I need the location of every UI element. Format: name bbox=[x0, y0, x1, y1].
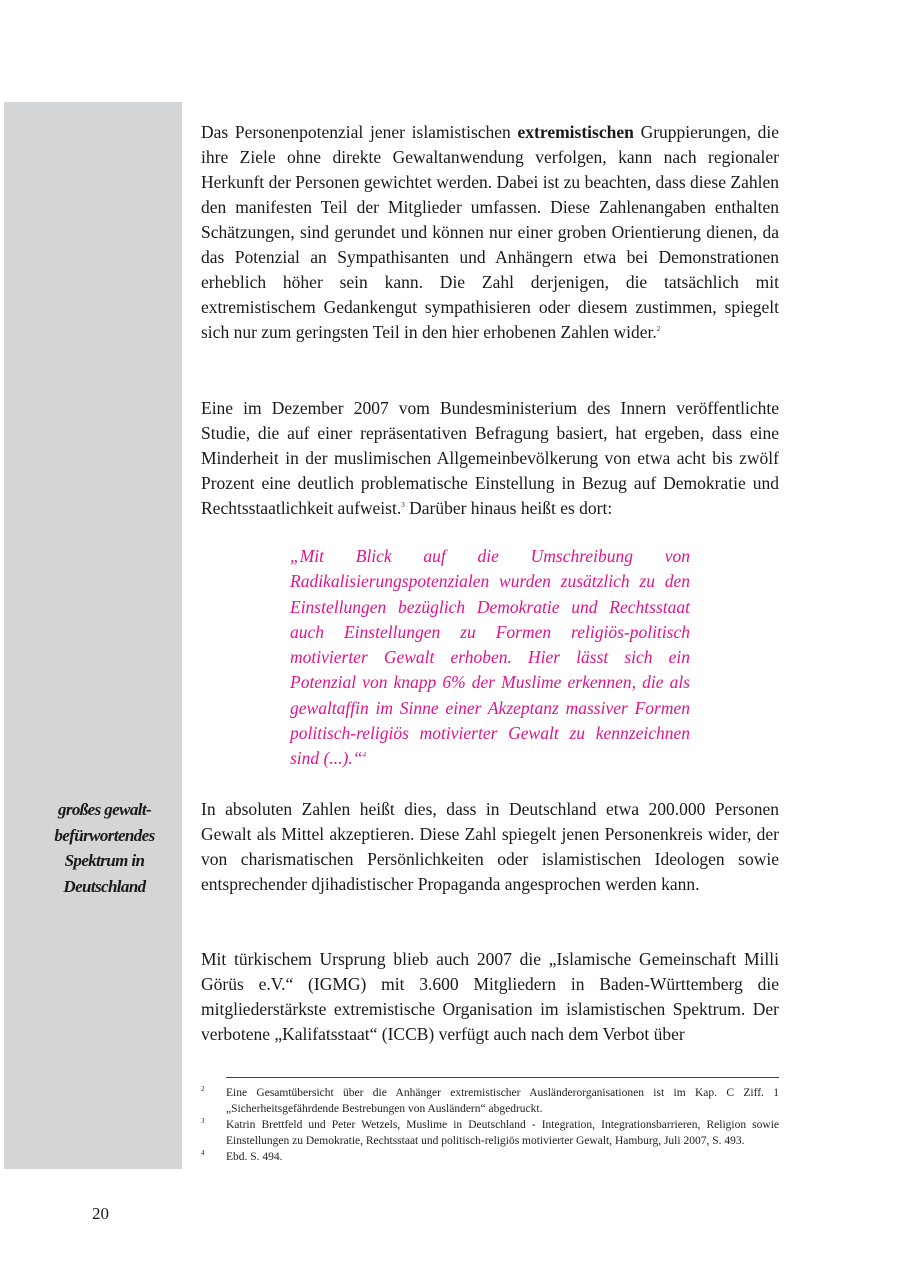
margin-note-line: Deutschland bbox=[63, 876, 146, 896]
footnote-ref: 4 bbox=[362, 751, 366, 760]
footnote-divider bbox=[226, 1077, 779, 1078]
body-paragraph-3 bbox=[201, 797, 779, 897]
page-number: 20 bbox=[92, 1204, 109, 1223]
footnote-number: 2 bbox=[201, 1085, 205, 1093]
footnote-text: Ebd. S. 494. bbox=[226, 1151, 283, 1163]
emphasis-word: extremistischen bbox=[517, 122, 634, 142]
margin-note-line: befürwortendes bbox=[54, 825, 155, 845]
footnote-number: 4 bbox=[201, 1149, 205, 1157]
footnote-item bbox=[201, 1149, 779, 1165]
body-paragraph-1 bbox=[201, 120, 779, 345]
margin-bar bbox=[4, 102, 182, 1169]
margin-note-line: Spektrum in bbox=[64, 851, 145, 870]
footnotes bbox=[201, 1085, 779, 1165]
paragraph-text: Darüber hinaus heißt es dort: bbox=[404, 498, 613, 518]
footnote-text: Katrin Brettfeld und Peter Wetzels, Muslime in Deutschland - Integration, Integrationsbarrieren, Religion sowie Einstellungen zu Demokratie, Rechtsstaat und politisch-religiös motivierter Gewalt, Hamburg, Juli 2007, S. 493. bbox=[226, 1119, 779, 1147]
quote-text: „Mit Blick auf die Umschreibung von Radikalisierungspotenzialen wurden zusätzlich zu den Einstellungen bezüglich Demokratie und Rechtsstaat auch Einstellungen zu Formen religiös-politisch motivierter Gewalt erhoben. Hier lässt sich ein Potenzial von knapp 6% der Muslime erkennen, die als gewaltaffin im Sinne einer Akzeptanz massiver Formen politisch-religiös motivierter Gewalt zu kennzeichnen sind (...).“ bbox=[290, 546, 690, 769]
paragraph-text: In absoluten Zahlen heißt dies, dass in Deutschland etwa 200.000 Personen Gewalt als Mittel akzeptieren. Diese Zahl spiegelt jenen Personenkreis wider, der von charismatischen Persönlichkeiten oder islamistischen Ideologen sowie entsprechender djihadistischer Propaganda angesprochen werden kann. bbox=[201, 799, 779, 894]
paragraph-text: Gruppierungen, die ihre Ziele ohne direkte Gewaltanwendung verfolgen, kann nach regionaler Herkunft der Personen gewichtet werden. Dabei ist zu beachten, dass diese Zahlen den manifesten Teil der Mitglieder umfassen. Diese Zahlenangaben enthalten Schätzungen, sind gerundet und können nur einer groben Orientierung dienen, da das Potenzial an Sympathisanten und Anhängern etwa bei Demonstrationen erheblich höher sein kann. Die Zahl derjenigen, die tatsächlich mit extremistischem Gedankengut sympathisieren oder diesem zustimmen, spiegelt sich nur zum geringsten Teil in den hier erhobenen Zahlen wider. bbox=[201, 122, 779, 342]
paragraph-text: Eine im Dezember 2007 vom Bundesministerium des Innern veröffentlichte Studie, die auf einer repräsentativen Befragung basiert, hat ergeben, dass eine Minderheit in der muslimischen Allgemeinbevölkerung von etwa acht bis zwölf Prozent eine deutlich problematische Einstellung in Bezug auf Demokratie und Rechtsstaatlichkeit aufweist. bbox=[201, 398, 779, 518]
footnote-text: Eine Gesamtübersicht über die Anhänger extremistischer Ausländerorganisationen ist im Kap. C Ziff. 1 „Sicherheitsgefährdende Bestrebungen von Ausländern“ abgedruckt. bbox=[226, 1087, 779, 1115]
body-paragraph-2 bbox=[201, 396, 779, 521]
footnote-number: 3 bbox=[201, 1117, 205, 1125]
paragraph-text: Das Personenpotenzial jener islamistischen bbox=[201, 122, 518, 142]
body-paragraph-4 bbox=[201, 947, 779, 1047]
footnote-item bbox=[201, 1117, 779, 1149]
footnote-ref: 3 bbox=[401, 501, 405, 509]
footnote-ref: 2 bbox=[656, 325, 661, 333]
paragraph-text: Mit türkischem Ursprung blieb auch 2007 die „Islamische Gemeinschaft Milli Görüs e.V.“ (IGMG) mit 3.600 Mitgliedern in Baden-Württemberg die mitgliederstärkste extremistische Organisation im islamistischen Spektrum. Der verbotene „Kalifatsstaat“ (ICCB) verfügt auch nach dem Verbot über bbox=[201, 949, 779, 1044]
block-quote bbox=[290, 544, 690, 772]
margin-note-line: großes gewalt- bbox=[57, 800, 152, 819]
footnote-item bbox=[201, 1085, 779, 1117]
margin-note bbox=[32, 797, 177, 899]
